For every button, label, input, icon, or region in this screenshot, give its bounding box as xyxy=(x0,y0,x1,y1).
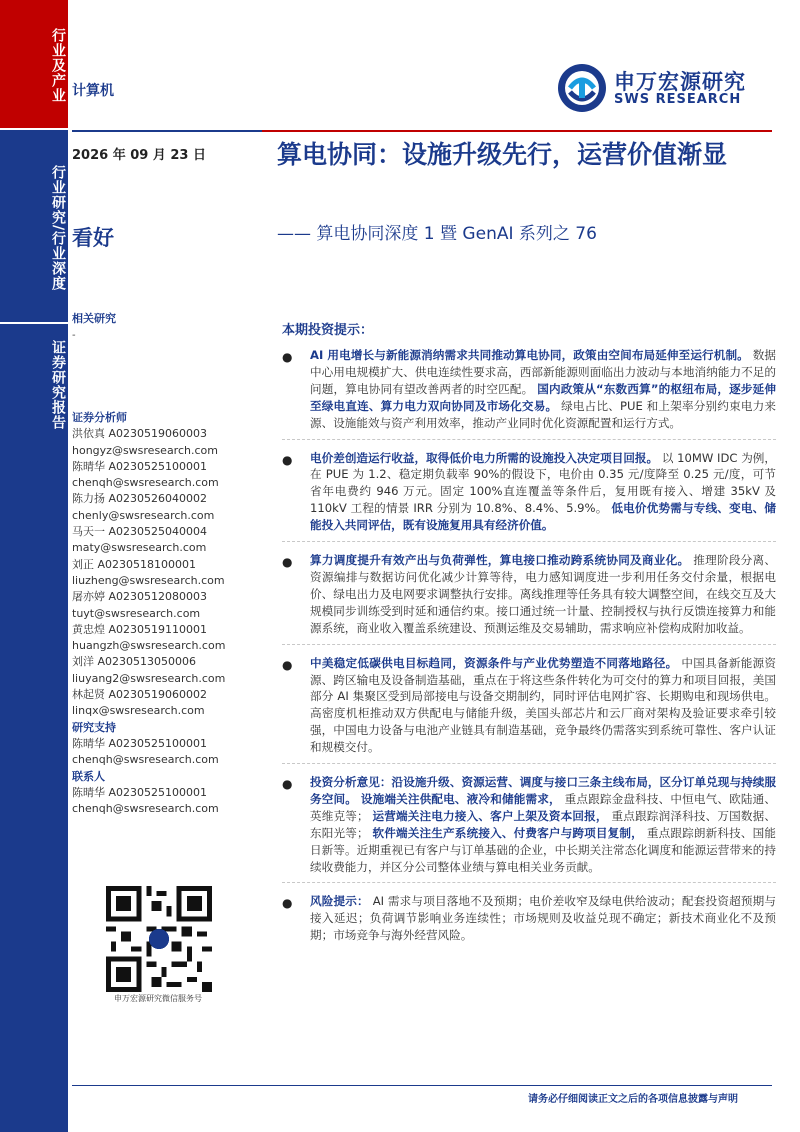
bullet-item xyxy=(282,450,776,543)
contact-heading: 联系人 xyxy=(72,769,105,783)
bullet-bold: 中美稳定低碳供电目标趋同，资源条件与产业优势塑造不同落地路径。 xyxy=(310,655,678,670)
report-subtitle: —— 算电协同深度 1 暨 GenAI 系列之 76 xyxy=(277,224,597,244)
bullet-item xyxy=(282,347,776,440)
report-title: 算电协同：设施升级先行，运营价值渐显 xyxy=(277,140,728,169)
analyst-line: 陈力扬 A0230526040002 xyxy=(72,492,208,506)
related-research-heading: 相关研究 xyxy=(72,312,116,325)
analyst-email[interactable]: chenqh@swsresearch.com xyxy=(72,476,219,490)
bullet-text: 数据中心用电规模扩大、供电连续性要求高，西部新能源则面临出力波动与本地消纳能力不足的问题，算电协同有望改善两者的时空匹配。 xyxy=(310,348,777,396)
footer-rule xyxy=(72,1085,772,1086)
support-email[interactable]: chenqh@swsresearch.com xyxy=(72,753,219,767)
analyst-email[interactable]: tuyt@swsresearch.com xyxy=(72,606,201,620)
wechat-qr-code xyxy=(106,886,212,992)
bullet-dot-icon: ● xyxy=(282,555,293,570)
sws-logo-icon xyxy=(556,62,608,114)
analyst-line: 陈晴华 A0230525100001 xyxy=(72,459,208,473)
bullet-bold: 国内政策从“东数西算”的枢纽布局，逐步延伸至绿电直连、算力电力双向协同及市场化交易。 xyxy=(310,381,776,413)
industry-rating: 看好 xyxy=(72,226,114,250)
header-rule-blue xyxy=(72,130,262,132)
industry-label: 计算机 xyxy=(72,83,114,99)
analyst-heading: 证券分析师 xyxy=(72,411,127,424)
contact-email[interactable]: chenqh@swsresearch.com xyxy=(72,802,219,816)
bullet-bold: 运营端关注电力接入、客户上架及资本回报， xyxy=(372,808,608,823)
analyst-list xyxy=(72,410,272,817)
bullet-bold: 电价差创造运行收益，取得低价电力所需的设施投入决定项目回报。 xyxy=(310,450,659,465)
logo-en-text: SWS RESEARCH xyxy=(614,92,742,107)
bullet-dot-icon: ● xyxy=(282,896,293,911)
analyst-email[interactable]: chenly@swsresearch.com xyxy=(72,508,215,522)
bullet-bold: 设施端关注供配电、液冷和储能需求， xyxy=(360,791,561,806)
analyst-line: 洪依真 A0230519060003 xyxy=(72,427,208,441)
bullet-text: AI 需求与项目落地不及预期；电价差收窄及绿电供给波动；配套投资超预期与接入延迟；负荷调节影响业务连续性；市场规则及收益兑现不确定；新技术商业化不及预期；市场竞争与海外经营风险。 xyxy=(310,894,776,943)
bullet-dot-icon: ● xyxy=(282,777,293,792)
bullet-text: 重点跟踪朗新科技、国能日新等。近期重视已有客户与订单基础的企业，中长期关注常态化调度和能源运营带来的持续收费能力，并区分公司整体业绩与算电相关业务贡献。 xyxy=(310,825,776,874)
related-research-value: - xyxy=(72,330,76,341)
analyst-email[interactable]: huangzh@swsresearch.com xyxy=(72,639,226,653)
investment-points xyxy=(282,347,776,961)
analyst-email[interactable]: maty@swsresearch.com xyxy=(72,541,207,555)
header-rule xyxy=(72,130,772,134)
bullet-bold: 算力调度提升有效产出与负荷弹性，算电接口推动跨系统协同及商业化。 xyxy=(310,553,690,568)
analyst-line: 屠亦婷 A0230512080003 xyxy=(72,590,208,604)
bullet-text: 以 10MW IDC 为例，在 PUE 为 1.2、稳定期负载率 90%的假设下，电价由 0.35 元/度降至 0.25 元/度，可节省年电费约 946 万元。固定 100%直连覆盖等条件后，复用既有接入、增建 35kV 及 110kV 工程的情景 IRR 分别为 10.8%、8.4%、5.9%。 xyxy=(310,450,776,516)
analyst-line: 林起贤 A0230519060002 xyxy=(72,688,208,702)
bullet-dot-icon: ● xyxy=(282,350,293,364)
sidebar xyxy=(0,0,68,1132)
bullet-dot-icon: ● xyxy=(282,452,293,467)
qr-caption: 申万宏源研究微信服务号 xyxy=(114,994,202,1003)
contact-line: 陈晴华 A0230525100001 xyxy=(72,785,208,799)
bullet-text: 推理阶段分离、资源编排与数据访问优化减少计算等待，电力感知调度进一步利用任务交付余量，根据电价、绿电出力及电网要求调整执行安排。离线推理等任务具有较大调整空间，在线交互及大规模同步训练受到时延和通信约束。接口通过统一计量、控制授权与执行反馈连接算力和能源系统，商业收入覆盖系统建设、预测运维及交易辅助，需求响应补偿构成附加收益。 xyxy=(310,553,776,635)
bullet-bold: 风险提示： xyxy=(310,894,369,909)
bullet-dot-icon: ● xyxy=(282,657,293,672)
bullet-text: 中国具备新能源资源、跨区输电及设备制造基础，重点在于将这些条件转化为可交付的算力和项目回报，美国部分 AI 集聚区受到局部接电与设备交期制约，同时评估电网扩容、长期购电和现场供电。高密度机柜推动双方供配电与储能升级，美国头部芯片和云厂商对架构及验证要求牵引较强，中国电力设备与电池产业链具有制造基础，竞争最终仍需落实到系统可靠性、客户认证和规模交付。 xyxy=(310,655,776,755)
bullet-text: 重点跟踪金盘科技、中恒电气、欧陆通、英维克等； xyxy=(310,791,776,823)
section-heading: 本期投资提示： xyxy=(282,323,374,338)
analyst-line: 刘正 A0230518100001 xyxy=(72,557,197,571)
support-line: 陈晴华 A0230525100001 xyxy=(72,736,208,750)
analyst-email[interactable]: liuzheng@swsresearch.com xyxy=(72,573,225,587)
analyst-email[interactable]: liuyang2@swsresearch.com xyxy=(72,671,226,685)
analyst-email[interactable]: linqx@swsresearch.com xyxy=(72,704,205,718)
sidebar-block-type xyxy=(0,130,68,322)
bullet-bold: 投资分析意见：沿设施升级、资源运营、调度与接口三条主线布局，区分订单兑现与持续服务空间。 xyxy=(310,775,776,806)
bullet-bold: AI 用电增长与新能源消纳需求共同推动算电协同，政策由空间布局延伸至运行机制。 xyxy=(310,348,749,362)
sidebar-block-category xyxy=(0,0,68,128)
bullet-item xyxy=(282,655,776,764)
footer-disclaimer[interactable]: 请务必仔细阅读正文之后的各项信息披露与声明 xyxy=(528,1094,738,1105)
analyst-line: 刘洋 A0230513050006 xyxy=(72,655,197,669)
sidebar-block-report xyxy=(0,324,68,1132)
sidebar-label-type: 行业研究/行业深度 xyxy=(50,165,66,292)
bullet-bold: 低电价优势需与专线、变电、储能投入共同评估，既有设施复用具有经济价值。 xyxy=(310,501,776,533)
bullet-item xyxy=(282,893,776,951)
research-support-heading: 研究支持 xyxy=(72,720,116,734)
sidebar-label-category: 行业及产业 xyxy=(50,28,66,103)
bullet-item xyxy=(282,552,776,645)
bullet-bold: 软件端关注生产系统接入、付费客户与跨项目复制， xyxy=(372,825,643,840)
bullet-item xyxy=(282,774,776,883)
logo-cn-text: 申万宏源研究 xyxy=(614,70,746,94)
report-date: 2026 年 09 月 23 日 xyxy=(72,148,206,163)
bullet-text: 重点跟踪润泽科技、万国数据、东阳光等； xyxy=(310,808,776,840)
analyst-line: 黄忠煌 A0230519110001 xyxy=(72,622,208,636)
sws-logo xyxy=(556,62,771,112)
analyst-line: 马天一 A0230525040004 xyxy=(72,525,208,539)
sidebar-label-report: 证券研究报告 xyxy=(50,340,66,430)
bullet-text: 绿电占比、PUE 和上架率分别约束电力来源、设施能效与资产利用效率，推动产业同时优化资源配置和运行方式。 xyxy=(310,398,776,430)
analyst-email[interactable]: hongyz@swsresearch.com xyxy=(72,443,218,457)
header-rule-red xyxy=(262,130,772,132)
